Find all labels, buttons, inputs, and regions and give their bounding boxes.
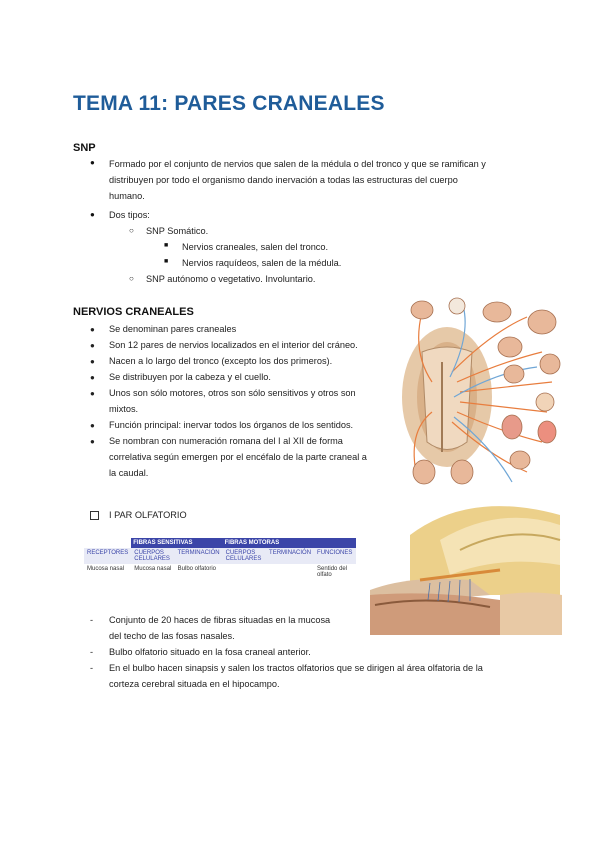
- text-line: correlativa según emergen por el encéfalo de la parte craneal a: [109, 452, 367, 462]
- text-line: Conjunto de 20 haces de fibras situadas en la mucosa: [109, 615, 331, 625]
- table-col-header: TERMINACIÓN: [266, 548, 314, 564]
- table-cell: [223, 564, 266, 580]
- bullet-dot: ●: [90, 341, 95, 350]
- table-col-header: CUERPOS CELULARES: [223, 548, 266, 564]
- snp-bullet-1: [109, 156, 486, 204]
- text-line: mixtos.: [109, 404, 139, 414]
- cranial-nerves-illustration: [402, 292, 562, 492]
- bullet-dot: ●: [90, 325, 95, 334]
- nervios-list: [90, 321, 400, 481]
- snp-bullet-2: Dos tipos:: [109, 210, 150, 220]
- bullet-dot: ●: [90, 357, 95, 366]
- text-line: Se nombran con numeración romana del I al XII de forma: [109, 436, 343, 446]
- snp-heading: SNP: [73, 142, 96, 154]
- bullet-dot: ●: [90, 421, 95, 430]
- text-line: Son 12 pares de nervios localizados en el interior del cráneo.: [109, 340, 358, 350]
- snp-raquideos: Nervios raquídeos, salen de la médula.: [182, 258, 342, 268]
- bullet-square: ■: [164, 242, 169, 249]
- list-item: [90, 353, 400, 369]
- table-row: [84, 564, 356, 580]
- snp-autonomo: SNP autónomo o vegetativo. Involuntario.: [146, 274, 316, 284]
- table-cell: [266, 564, 314, 580]
- table-col-header: FUNCIONES: [314, 548, 356, 564]
- bullet-dash: -: [90, 663, 94, 673]
- text-line: humano.: [109, 191, 145, 201]
- page-title: TEMA 11: PARES CRANEALES: [73, 92, 385, 115]
- table-col-header: RECEPTORES: [84, 548, 131, 564]
- bullet-square: ■: [164, 258, 169, 265]
- bullet-circle: ○: [129, 226, 134, 235]
- text-line: del techo de las fosas nasales.: [109, 631, 235, 641]
- list-item: [90, 612, 540, 644]
- text-line: Bulbo olfatorio situado en la fosa craneal anterior.: [109, 647, 311, 657]
- text-line: la caudal.: [109, 468, 149, 478]
- list-item: [90, 369, 400, 385]
- text-line: Formado por el conjunto de nervios que salen de la médula o del tronco y que se ramifican y: [109, 159, 486, 169]
- list-item: [90, 321, 400, 337]
- table-cell: [84, 538, 131, 548]
- table-group-header: FIBRAS MOTORAS: [223, 538, 356, 548]
- nervios-heading: NERVIOS CRANEALES: [73, 306, 194, 318]
- table-cell: Mucosa nasal: [87, 566, 125, 572]
- bullet-dot: ●: [90, 437, 95, 446]
- text-line: corteza cerebral situada en el hipocampo.: [109, 679, 280, 689]
- text-line: En el bulbo hacen sinapsis y salen los tractos olfatorios que se dirigen al área olfatoria de la: [109, 663, 483, 673]
- table-cell: Mucosa nasal: [134, 566, 172, 572]
- bullet-dot: ●: [90, 389, 95, 398]
- table-cell: Bulbo olfatorio: [177, 566, 216, 572]
- olfatorio-list: [90, 612, 540, 692]
- text-line: distribuyen por todo el organismo dando inervación a todas las estructuras del cuerpo: [109, 175, 458, 185]
- list-item: [90, 644, 540, 660]
- table-group-header: FIBRAS SENSITIVAS: [131, 538, 222, 548]
- text-line: Se distribuyen por la cabeza y el cuello.: [109, 372, 271, 382]
- bullet-dot: ●: [90, 373, 95, 382]
- snp-somatico: SNP Somático.: [146, 226, 209, 236]
- table-col-header: CUERPOS CELULARES: [131, 548, 174, 564]
- table-cell: Sentido del olfato: [317, 566, 348, 578]
- table-col-header: TERMINACIÓN: [175, 548, 223, 564]
- list-item: [90, 337, 400, 353]
- snp-craneales: Nervios craneales, salen del tronco.: [182, 242, 329, 252]
- list-item: [90, 660, 540, 692]
- bullet-dash: -: [90, 615, 94, 625]
- bullet-dot: ●: [90, 158, 95, 167]
- text-line: Nacen a lo largo del tronco (excepto los dos primeros).: [109, 356, 333, 366]
- bullet-circle: ○: [129, 274, 134, 283]
- checkbox-icon: [90, 511, 99, 520]
- text-line: Unos son sólo motores, otros son sólo sensitivos y otros son: [109, 388, 356, 398]
- olfatorio-table: [84, 538, 356, 580]
- bullet-dot: ●: [90, 210, 95, 219]
- list-item: [90, 417, 400, 433]
- list-item: [90, 385, 400, 417]
- text-line: Función principal: inervar todos los órganos de los sentidos.: [109, 420, 354, 430]
- text-line: Se denominan pares craneales: [109, 324, 237, 334]
- olfatorio-heading: I PAR OLFATORIO: [109, 510, 187, 520]
- bullet-dash: -: [90, 647, 94, 657]
- list-item: [90, 433, 400, 481]
